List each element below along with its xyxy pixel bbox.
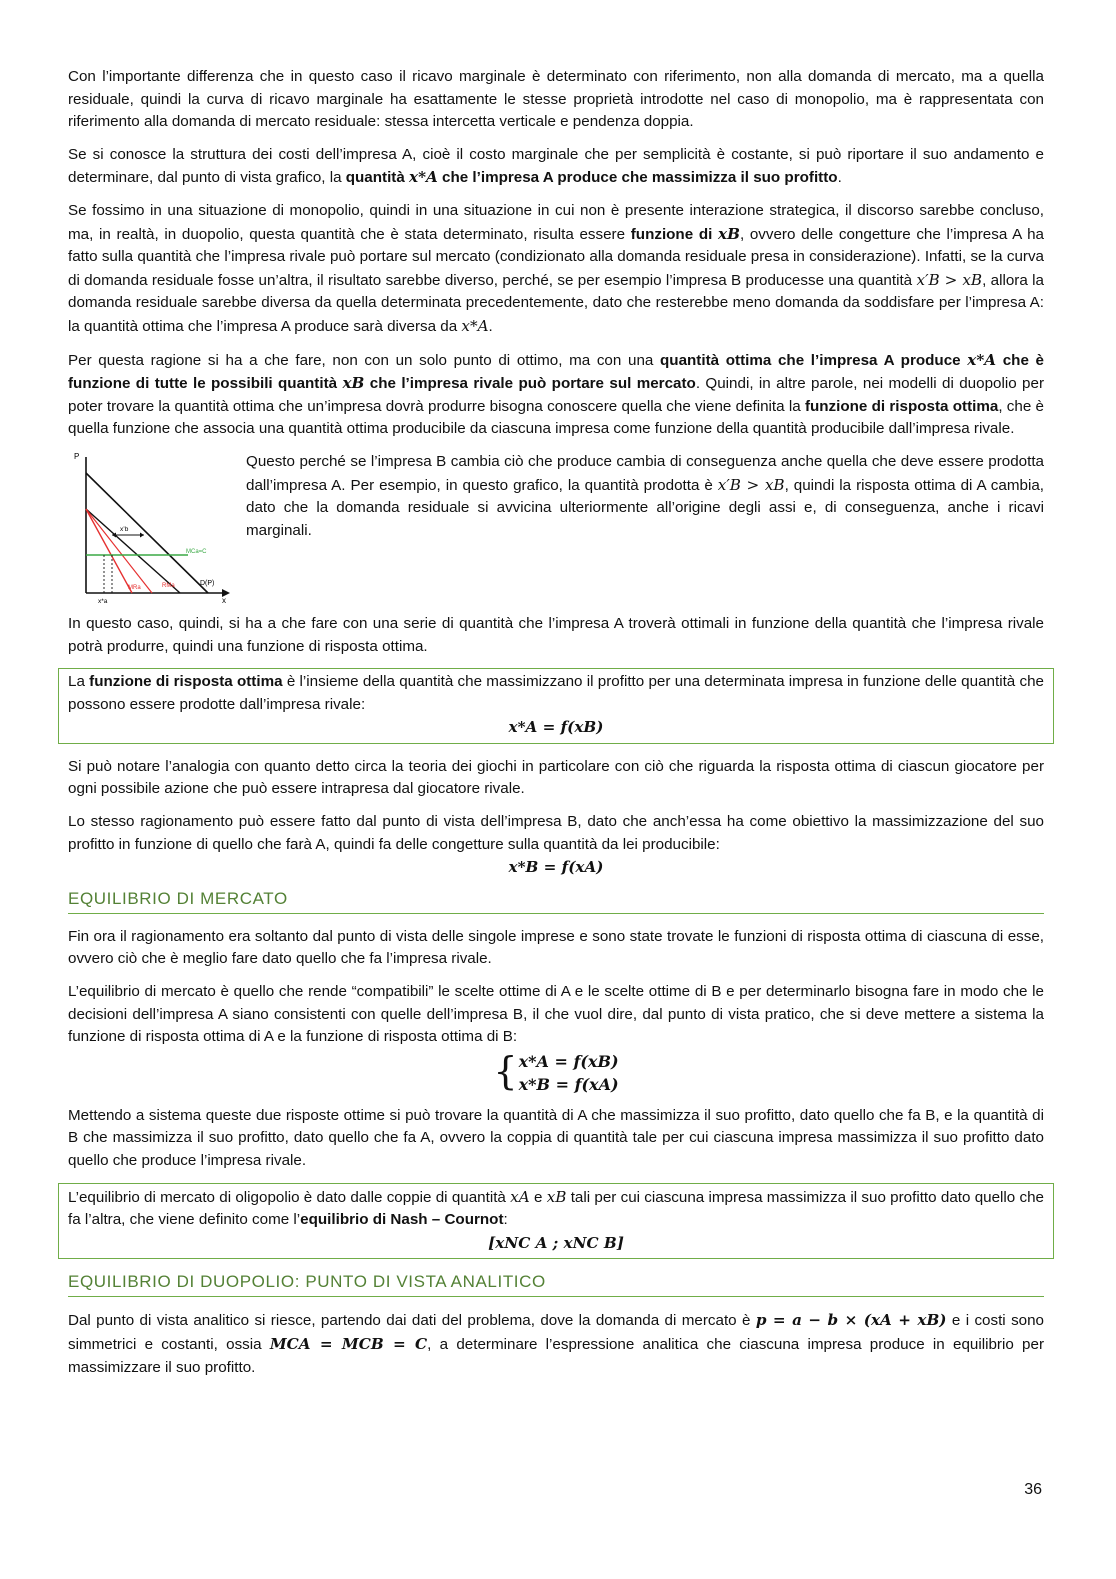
paragraph-3: Se fossimo in una situazione di monopolio, quindi in una situazione in cui non è presente interazione strategica, il discorso sarebbe concluso, ma, in realtà, in duopolio, questa quantità che è stata determinato, risulta essere funzione di xB, ovvero delle congetture che l’impresa A ha fatto sulla quantità che l’impresa rivale può portare sul mercato (condizionato alla domanda residuale presa in considerazione). Infatti, se la curva di domanda residuale fosse un’altra, il risultato sarebbe diverso, perché, se per esempio l’impresa B producesse una quantità x′B > xB, allora la domanda residuale sarebbe diversa da quella determinata precedentemente, dato che resterebbe meno domanda da soddisfare per l’impresa A: la quantità ottima che l’impresa A produce sarà diversa da x*A. xyxy=(68,201,1044,335)
paragraph-2: Se si conosce la struttura dei costi dell’impresa A, cioè il costo marginale che per semplicità è costante, si può riportare il suo andamento e determinare, dal punto di vista grafico, la quantità x*A che l’impresa A produce che massimizza il suo profitto. xyxy=(68,145,1044,187)
formula-best-response-A: x*A = f(xB) xyxy=(508,718,604,737)
definition-box-best-response xyxy=(58,668,1054,744)
paragraph-7: Si può notare l’analogia con quanto detto circa la teoria dei giochi in particolare con ciò che riguarda la risposta ottima di ciascun giocatore per ogni possibile azione che può essere intrapresa dal giocatore rivale. xyxy=(68,757,1044,798)
paragraph-1: Con l’importante differenza che in questo caso il ricavo marginale è determinato con riferimento, non alla domanda di mercato, ma a quella residuale, quindi la curva di ricavo marginale ha esattamente le stesse proprietà introdotte nel caso di monopolio, ma è rappresentata con riferimento alla domanda di mercato residuale: stessa intercetta verticale e pendenza doppia. xyxy=(68,68,1044,131)
residual-demand-figure xyxy=(68,447,232,607)
definition-box-nash-cournot xyxy=(58,1183,1054,1260)
equation-system: {x*A = f(xB) x*B = f(xA) xyxy=(493,1048,619,1094)
formula-nash-cournot: [xNC A ; xNC B] xyxy=(488,1233,624,1252)
definition-text-2: L’equilibrio di mercato di oligopolio è dato dalle coppie di quantità xA e xB tali per cui ciascuna impresa massimizza il suo profitto dato quello che fa l’altra, che viene definito come l’equilibrio di Nash – Cournot: xyxy=(68,1187,1044,1229)
section-heading-market-equilibrium: EQUILIBRIO DI MERCATO xyxy=(68,888,1044,914)
definition-text: La funzione di risposta ottima è l’insieme della quantità che massimizzano il profitto per una determinata impresa in funzione delle quantità che possono essere prodotte dall’impresa rivale: xyxy=(68,673,1044,713)
paragraph-10: L’equilibrio di mercato è quello che rende “compatibili” le scelte ottime di A e le scelte ottime di B e per determinarlo bisogna fare in modo che le decisioni dell’impresa A siano consistenti con quelle dell’impresa B, il che vuol dire, dal punto di vista pratico, che si deve mettere a sistema la funzione di risposta ottima di A e la funzione di risposta ottima di B: xyxy=(68,983,1044,1046)
paragraph-8: Lo stesso ragionamento può essere fatto dal punto di vista dell’impresa B, dato che anch’essa ha come obiettivo la massimizzazione del suo profitto in funzione di quello che farà A, quindi fa delle congetture sulla quantità da lei producibile: xyxy=(68,813,1044,853)
marginal-revenue-line-2 xyxy=(86,509,152,593)
figure-row xyxy=(68,451,1044,607)
mc-label: MCa=C xyxy=(186,548,207,555)
system-brace: { xyxy=(493,1048,518,1093)
paragraph-12: Dal punto di vista analitico si riesce, partendo dai dati del problema, dove la domanda di mercato è p = a − b × (xA + xB) e i costi sono simmetrici e costanti, ossia MCA = MCB = C, a determinare l’espressione analitica che ciascuna impresa produce in equilibrio per massimizzare il suo profitto. xyxy=(68,1311,1045,1376)
math-xA-star: x*A xyxy=(409,168,438,187)
paragraph-5: Questo perché se l’impresa B cambia ciò che produce cambia di conseguenza anche quella che deve essere prodotta dall’impresa A. Per esempio, in questo grafico, la quantità prodotta è x′B > xB, quindi la risposta ottima di A cambia, dato che la domanda residuale si avvicina ulteriormente all’origine degli assi e, di conseguenza, anche i ricavi marginali. xyxy=(246,452,1044,539)
document-page xyxy=(68,66,1044,1389)
formula-best-response-B: x*B = f(xA) xyxy=(508,858,604,877)
mr-label: MRa xyxy=(128,584,141,591)
paragraph-6: In questo caso, quindi, si ha a che fare con una serie di quantità che l’impresa A troverà ottimali in funzione della quantità che l’impresa rivale potrà produrre, quindi una funzione di risposta ottima. xyxy=(68,614,1044,655)
marginal-revenue-line xyxy=(86,509,132,593)
demand-label: D(P) xyxy=(200,579,215,587)
shift-label: x’b xyxy=(120,525,129,533)
quantity-label: x*a xyxy=(98,597,108,605)
page-number: 36 xyxy=(1024,1481,1042,1498)
paragraph-9: Fin ora il ragionamento era soltanto dal punto di vista delle singole imprese e sono state trovate le funzioni di risposta ottima di ciascuna di esse, ovvero ciò che è meglio fare dato quello che fa l’impresa rivale. xyxy=(68,927,1044,968)
paragraph-4: Per questa ragione si ha a che fare, non con un solo punto di ottimo, ma con una quantità ottima che l’impresa A produce x*A che è funzione di tutte le possibili quantità xB che l’impresa rivale può portare sul mercato. Quindi, in altre parole, nei modelli di duopolio per poter trovare la quantità ottima che un’impresa dovrà produrre bisogna conoscere quella che viene definita la funzione di risposta ottima, che è quella funzione che associa una quantità ottima producibile da ciascuna impresa come funzione della quantità producibile dall’impresa rivale. xyxy=(68,350,1045,438)
y-axis-label: P xyxy=(74,451,80,461)
paragraph-11: Mettendo a sistema queste due risposte ottime si può trovare la quantità di A che massimizza il suo profitto, dato quello che fa B, e la quantità di B che massimizza il suo profitto, dato quello che fa A, ovvero la coppia di quantità tale per cui ciascuna impresa massimizza il suo profitto dato quello che produce l’impresa rivale. xyxy=(68,1106,1044,1169)
section-heading-duopoly-analytic: EQUILIBRIO DI DUOPOLIO: PUNTO DI VISTA ANALITICO xyxy=(68,1271,1044,1297)
x-axis-label: x xyxy=(222,595,226,605)
mr-label-2: RMa xyxy=(162,582,175,589)
